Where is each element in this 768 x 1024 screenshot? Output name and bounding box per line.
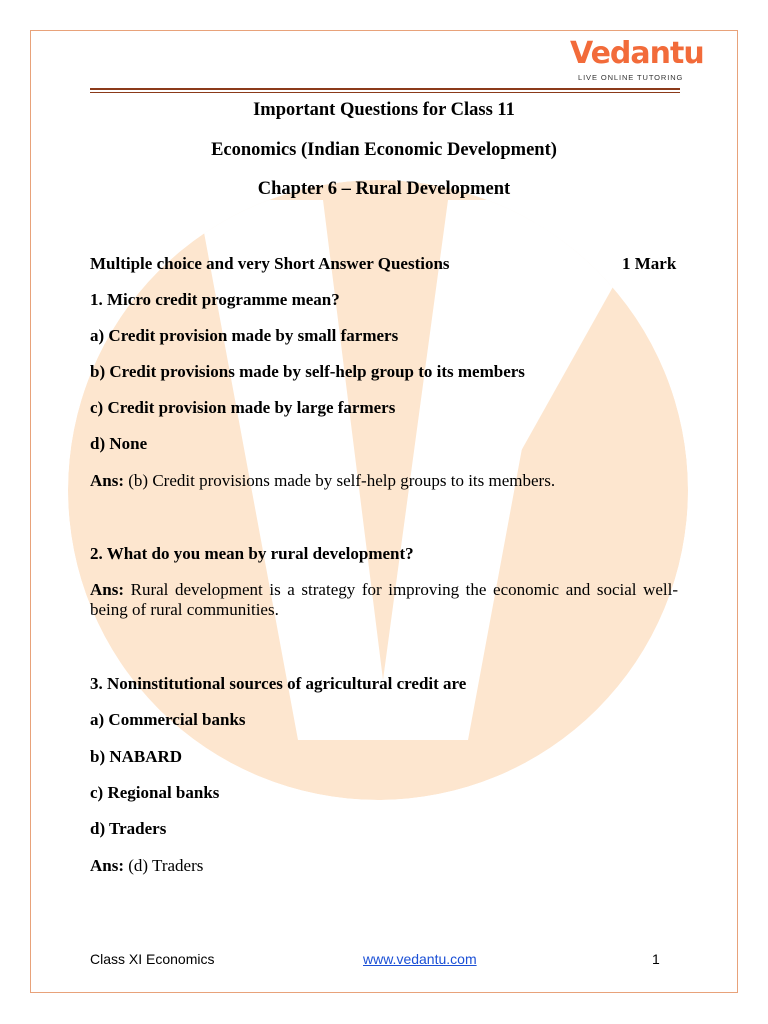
question-3-option-b: b) NABARD bbox=[90, 747, 183, 766]
footer-class-label: Class XI Economics bbox=[90, 951, 215, 967]
document-subtitle: Economics (Indian Economic Development) bbox=[211, 140, 557, 160]
question-1-option-b: b) Credit provisions made by self-help group to its members bbox=[90, 362, 525, 381]
vedantu-logo[interactable] bbox=[566, 36, 704, 86]
footer-website-link[interactable]: www.vedantu.com bbox=[363, 951, 477, 967]
header-rule-thin bbox=[90, 92, 680, 93]
question-3-option-a: a) Commercial banks bbox=[90, 710, 246, 729]
answer-text: (d) Traders bbox=[124, 856, 204, 875]
answer-label: Ans: bbox=[90, 471, 125, 490]
page-number: 1 bbox=[652, 951, 660, 967]
answer-label: Ans: bbox=[90, 856, 125, 875]
logo-tagline: LIVE ONLINE TUTORING bbox=[578, 73, 684, 82]
question-3-option-d: d) Traders bbox=[90, 819, 167, 838]
chapter-title: Chapter 6 – Rural Development bbox=[257, 179, 511, 199]
question-3-option-c: c) Regional banks bbox=[90, 783, 220, 802]
question-3-answer bbox=[90, 856, 203, 876]
question-1-option-c: c) Credit provision made by large farmers bbox=[90, 398, 396, 417]
question-1: 1. Micro credit programme mean? bbox=[90, 290, 340, 309]
section-marks: 1 Mark bbox=[622, 254, 677, 273]
question-1-option-a: a) Credit provision made by small farmers bbox=[90, 326, 399, 345]
question-3: 3. Noninstitutional sources of agricultural credit are bbox=[90, 674, 467, 693]
question-1-answer bbox=[90, 471, 555, 491]
question-2-answer bbox=[90, 580, 678, 620]
section-label: Multiple choice and very Short Answer Questions bbox=[90, 254, 450, 273]
answer-label: Ans: bbox=[90, 580, 125, 599]
question-1-option-d: d) None bbox=[90, 434, 148, 453]
answer-text: (b) Credit provisions made by self-help groups to its members. bbox=[124, 471, 556, 490]
document-title: Important Questions for Class 11 bbox=[253, 100, 515, 120]
answer-text: Rural development is a strategy for improving the economic and social well-being of rural communities. bbox=[90, 580, 678, 619]
logo-wordmark: Vedantu bbox=[570, 36, 704, 71]
question-2: 2. What do you mean by rural development? bbox=[90, 544, 414, 563]
header-rule bbox=[90, 88, 680, 90]
